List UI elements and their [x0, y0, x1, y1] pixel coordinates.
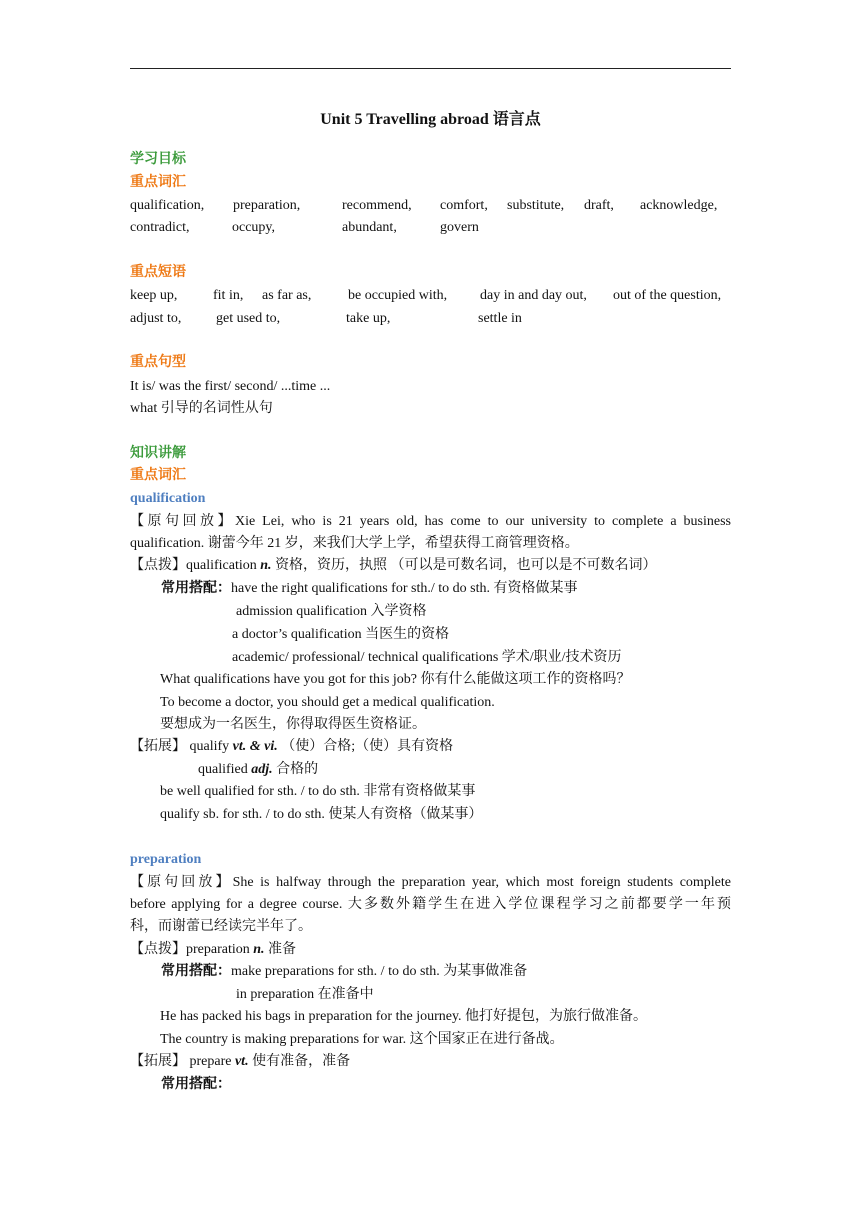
- section-key-vocab-2: 重点词汇: [130, 468, 186, 483]
- example-sentence: What qualifications have you got for this job? 你有什么能做这项工作的资格吗？: [160, 672, 631, 687]
- extension-definition: 合格的: [272, 762, 319, 777]
- section-key-vocab: 重点词汇: [130, 175, 186, 190]
- extension-line: be well qualified for sth. / to do sth. 非常有资格做某事: [160, 784, 476, 799]
- word-heading-qualification: qualification: [130, 491, 206, 506]
- collocation-line: [161, 580, 577, 598]
- example-sentence: To become a doctor, you should get a medical qualification.: [160, 695, 495, 710]
- phrase-item: take up,: [346, 311, 391, 326]
- tip-label: 【点拨】: [130, 942, 186, 957]
- collocation-label: 常用搭配：: [161, 581, 231, 596]
- example-sentence: The country is making preparations for war. 这个国家正在进行备战。: [160, 1032, 564, 1047]
- vocab-item: occupy,: [232, 220, 276, 235]
- original-sentence-line: before applying for a degree course. 大多数外籍学生在进入学位课程学习之前都要学一年预: [130, 897, 731, 912]
- tip-word: preparation: [186, 942, 254, 957]
- collocation-line: admission qualification 入学资格: [236, 604, 427, 619]
- original-sentence-line: [130, 513, 731, 531]
- tip-line: [130, 557, 657, 575]
- collocation-line: [161, 963, 527, 981]
- extension-definition: （使）合格;（使）具有资格: [277, 739, 454, 754]
- phrase-item: keep up,: [130, 288, 178, 303]
- collocation-line: academic/ professional/ technical qualifications 学术/职业/技术资历: [232, 650, 622, 665]
- extension-definition: 使有准备，准备: [248, 1054, 351, 1069]
- sentence-pattern: It is/ was the first/ second/ ...time ...: [130, 379, 331, 394]
- vocab-item: comfort,: [440, 198, 488, 213]
- vocab-item: recommend,: [342, 198, 412, 213]
- section-key-phrases: 重点短语: [130, 265, 186, 280]
- extension-word: prepare: [186, 1054, 235, 1069]
- sentence-pattern: what 引导的名词性从句: [130, 401, 273, 416]
- tip-definition: 资格，资历，执照 （可以是可数名词，也可以是不可数名词）: [271, 558, 657, 573]
- vocab-item: contradict,: [130, 220, 190, 235]
- vocab-item: substitute,: [507, 198, 565, 213]
- tip-definition: 准备: [264, 942, 297, 957]
- collocation-text: make preparations for sth. / to do sth. 为某事做准备: [231, 964, 528, 979]
- vocab-item: draft,: [584, 198, 614, 213]
- original-sentence-line: 科，而谢蕾已经读完半年了。: [130, 919, 312, 934]
- collocation-line: a doctor’s qualification 当医生的资格: [232, 627, 450, 642]
- original-text: Xie Lei, who is 21 years old, has come to our university to complete a business: [234, 514, 732, 529]
- tip-label: 【点拨】: [130, 558, 186, 573]
- tip-line: [130, 941, 296, 959]
- phrase-item: settle in: [478, 311, 522, 326]
- original-sentence-line: qualification. 谢蕾今年 21 岁，来我们大学上学，希望获得工商管理资格。: [130, 536, 579, 551]
- part-of-speech: vt. & vi.: [232, 739, 278, 754]
- phrase-item: out of the question,: [613, 288, 722, 303]
- collocation-label: 常用搭配：: [161, 964, 231, 979]
- part-of-speech: adj.: [251, 762, 273, 777]
- vocab-item: govern: [440, 220, 479, 235]
- section-key-sentences: 重点句型: [130, 355, 186, 370]
- vocab-item: acknowledge,: [640, 198, 718, 213]
- part-of-speech: n.: [253, 942, 265, 957]
- page-title: Unit 5 Travelling abroad 语言点: [320, 111, 541, 128]
- original-text: She is halfway through the preparation year, which most foreign students complete: [232, 875, 732, 890]
- phrase-item: be occupied with,: [348, 288, 448, 303]
- phrase-item: fit in,: [213, 288, 244, 303]
- phrase-item: adjust to,: [130, 311, 182, 326]
- collocation-label: 常用搭配：: [161, 1077, 231, 1092]
- collocation-text: have the right qualifications for sth./ to do sth. 有资格做某事: [231, 581, 578, 596]
- extension-line: [130, 1053, 350, 1071]
- extension-label: 【拓展】: [130, 739, 186, 754]
- original-sentence-line: [130, 874, 731, 892]
- example-translation: 要想成为一名医生，你得取得医生资格证。: [160, 717, 426, 732]
- section-explanation: 知识讲解: [130, 446, 186, 461]
- tip-word: qualification: [186, 558, 261, 573]
- part-of-speech: n.: [260, 558, 272, 573]
- vocab-item: abundant,: [342, 220, 397, 235]
- extension-line: [198, 761, 318, 779]
- extension-line: qualify sb. for sth. / to do sth. 使某人有资格（做某事）: [160, 807, 483, 822]
- word-heading-preparation: preparation: [130, 852, 202, 867]
- extension-label: 【拓展】: [130, 1054, 186, 1069]
- phrase-item: day in and day out,: [480, 288, 587, 303]
- phrase-item: get used to,: [216, 311, 281, 326]
- vocab-item: preparation,: [233, 198, 301, 213]
- example-sentence: He has packed his bags in preparation for the journey. 他打好提包，为旅行做准备。: [160, 1009, 648, 1024]
- part-of-speech: vt.: [234, 1054, 249, 1069]
- original-label: 【原句回放】: [130, 514, 235, 529]
- extension-word: qualify: [186, 739, 233, 754]
- section-goals: 学习目标: [130, 152, 186, 167]
- extension-line: [130, 738, 453, 756]
- original-label: 【原句回放】: [130, 875, 233, 890]
- phrase-item: as far as,: [262, 288, 312, 303]
- header-rule: [130, 68, 731, 69]
- collocation-line: in preparation 在准备中: [236, 987, 374, 1002]
- extension-word: qualified: [198, 762, 252, 777]
- vocab-item: qualification,: [130, 198, 205, 213]
